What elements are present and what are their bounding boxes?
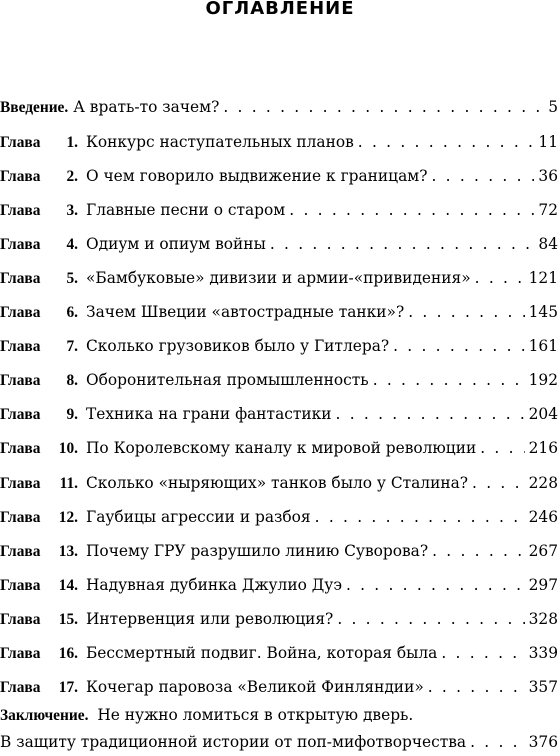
chapter-number: 5. (66, 270, 78, 288)
chapter-label (0, 372, 86, 390)
chapter-title: Почему ГРУ разрушило линию Суворова? (86, 541, 429, 560)
toc-entry-chapter (0, 508, 558, 530)
chapter-number: 7. (66, 338, 78, 356)
toc-entry-chapter (0, 133, 558, 155)
chapter-page: 267 (528, 541, 558, 560)
defense-title: В защиту традиционной истории от поп-мифотворчества (0, 733, 467, 751)
chapter-label (0, 134, 86, 152)
chapter-label (0, 611, 86, 629)
chapter-page: 297 (528, 575, 558, 594)
chapter-word: Глава (0, 474, 41, 492)
chapter-title: Интервенция или революция? (86, 609, 334, 628)
chapter-title: Гаубицы агрессии и разбоя (86, 507, 311, 526)
leader-dots (441, 644, 524, 662)
intro-page: 5 (548, 98, 558, 116)
chapter-word: Глава (0, 508, 41, 526)
leader-dots (358, 133, 535, 151)
leader-dots (346, 576, 525, 594)
chapter-number: 8. (66, 372, 78, 390)
chapter-label (0, 475, 86, 493)
intro-title: А врать-то зачем? (73, 98, 220, 116)
chapter-word: Глава (0, 270, 41, 288)
toc-entry-chapter (0, 644, 558, 666)
toc-entry-chapter (0, 371, 558, 393)
toc-entry-chapter (0, 678, 558, 700)
chapter-number: 17. (58, 678, 78, 696)
chapter-label (0, 645, 86, 663)
chapter-title: Надувная дубинка Джулио Дуэ (86, 575, 342, 594)
toc-entry-chapter (0, 474, 558, 496)
chapter-title: Кочегар паровоза «Великой Финляндии» (86, 677, 424, 696)
chapter-label (0, 440, 86, 458)
chapter-page: 228 (528, 473, 558, 492)
chapter-label (0, 202, 86, 220)
chapter-label (0, 679, 86, 697)
toc-entry-chapter (0, 439, 558, 461)
chapter-word: Глава (0, 542, 41, 560)
toc-entry-chapter (0, 167, 558, 189)
chapter-number: 9. (66, 406, 78, 424)
chapter-title: Зачем Швеции «автострадные танки»? (86, 303, 405, 322)
defense-page: 376 (528, 733, 558, 751)
chapter-page: 145 (528, 303, 558, 322)
chapter-title: Сколько «ныряющих» танков было у Сталина? (86, 473, 469, 492)
chapter-label (0, 406, 86, 424)
toc-entry-chapter (0, 235, 558, 257)
toc-entry-chapter (0, 610, 558, 632)
toc-entry-chapter (0, 303, 558, 325)
chapter-number: 4. (66, 236, 78, 254)
toc-entry-chapter (0, 201, 558, 223)
chapter-word: Глава (0, 440, 41, 458)
chapter-word: Глава (0, 644, 41, 662)
chapter-label (0, 509, 86, 527)
chapter-label (0, 270, 86, 288)
chapter-page: 216 (528, 439, 558, 458)
chapter-number: 11. (59, 474, 78, 492)
leader-dots (470, 733, 525, 751)
chapter-word: Глава (0, 338, 41, 356)
leader-dots (336, 405, 525, 423)
leader-dots (337, 610, 524, 628)
leader-dots (289, 201, 534, 219)
chapter-title: По Королевскому каналу к мировой революции (86, 439, 477, 458)
toc-entry-chapter (0, 337, 558, 359)
page-title: ОГЛАВЛЕНИЕ (205, 0, 355, 19)
chapter-number: 10. (58, 440, 78, 458)
chapter-page: 36 (538, 167, 558, 186)
chapter-page: 121 (528, 269, 558, 288)
chapter-number: 16. (58, 644, 78, 662)
toc-entry-chapter (0, 576, 558, 598)
chapter-title: Сколько грузовиков было у Гитлера? (86, 337, 390, 356)
chapter-page: 72 (538, 201, 558, 220)
chapter-page: 339 (528, 643, 558, 662)
toc-entry-chapter (0, 542, 558, 564)
chapter-number: 2. (66, 168, 78, 186)
chapter-word: Глава (0, 236, 41, 254)
chapter-number: 15. (58, 610, 78, 628)
chapter-page: 161 (528, 337, 558, 356)
leader-dots (315, 508, 525, 526)
leader-dots (475, 269, 525, 287)
chapter-number: 12. (58, 508, 78, 526)
chapter-title: Конкурс наступательных планов (86, 133, 354, 151)
chapter-word: Глава (0, 406, 41, 424)
chapter-number: 14. (58, 576, 78, 594)
toc-entry-intro (0, 98, 558, 120)
chapter-label (0, 338, 86, 356)
leader-dots (431, 167, 534, 185)
conclusion-title: Не нужно ломиться в открытую дверь. (97, 706, 414, 724)
chapter-label (0, 236, 86, 254)
leader-dots (480, 439, 524, 457)
chapter-label (0, 543, 86, 561)
intro-label: Введение. (0, 99, 69, 116)
chapter-title: Одиум и опиум войны (86, 235, 266, 254)
chapter-title: «Бамбуковые» дивизии и армии-«привидения» (86, 269, 471, 288)
toc-entry-chapter (0, 405, 558, 427)
chapter-page: 11 (538, 133, 558, 151)
conclusion-label: Заключение. (0, 707, 89, 724)
chapter-page: 246 (528, 507, 558, 526)
leader-dots (428, 678, 525, 696)
leader-dots (432, 542, 525, 560)
chapter-word: Глава (0, 678, 41, 696)
chapter-word: Глава (0, 372, 41, 390)
toc-entry-defense (0, 733, 558, 755)
chapter-label (0, 304, 86, 322)
chapter-title: Бессмертный подвиг. Война, которая была (86, 643, 438, 662)
leader-dots (270, 235, 535, 253)
chapter-number: 13. (58, 542, 78, 560)
leader-dots (393, 337, 524, 355)
chapter-number: 1. (66, 134, 78, 151)
chapter-label (0, 577, 86, 595)
chapter-label (0, 168, 86, 186)
chapter-title: Главные песни о старом (86, 201, 286, 220)
chapter-title: О чем говорило выдвижение к границам? (86, 167, 428, 186)
chapter-word: Глава (0, 202, 41, 220)
toc-entry-chapter (0, 269, 558, 291)
leader-dots (472, 474, 525, 492)
chapter-title: Оборонительная промышленность (86, 371, 369, 390)
leader-dots (373, 371, 525, 389)
chapter-number: 3. (66, 202, 78, 220)
leader-dots (408, 303, 524, 321)
chapter-word: Глава (0, 576, 41, 594)
chapter-word: Глава (0, 610, 41, 628)
chapter-page: 204 (528, 405, 558, 424)
chapter-title: Техника на грани фантастики (86, 405, 332, 424)
chapter-page: 328 (528, 609, 558, 628)
leader-dots (223, 98, 544, 116)
chapter-page: 192 (528, 371, 558, 390)
chapter-word: Глава (0, 168, 41, 186)
chapter-page: 357 (528, 677, 558, 696)
chapter-number: 6. (66, 304, 78, 322)
chapter-page: 84 (538, 235, 558, 254)
chapter-word: Глава (0, 304, 41, 322)
toc-entry-conclusion (0, 706, 558, 728)
chapter-word: Глава (0, 134, 41, 151)
